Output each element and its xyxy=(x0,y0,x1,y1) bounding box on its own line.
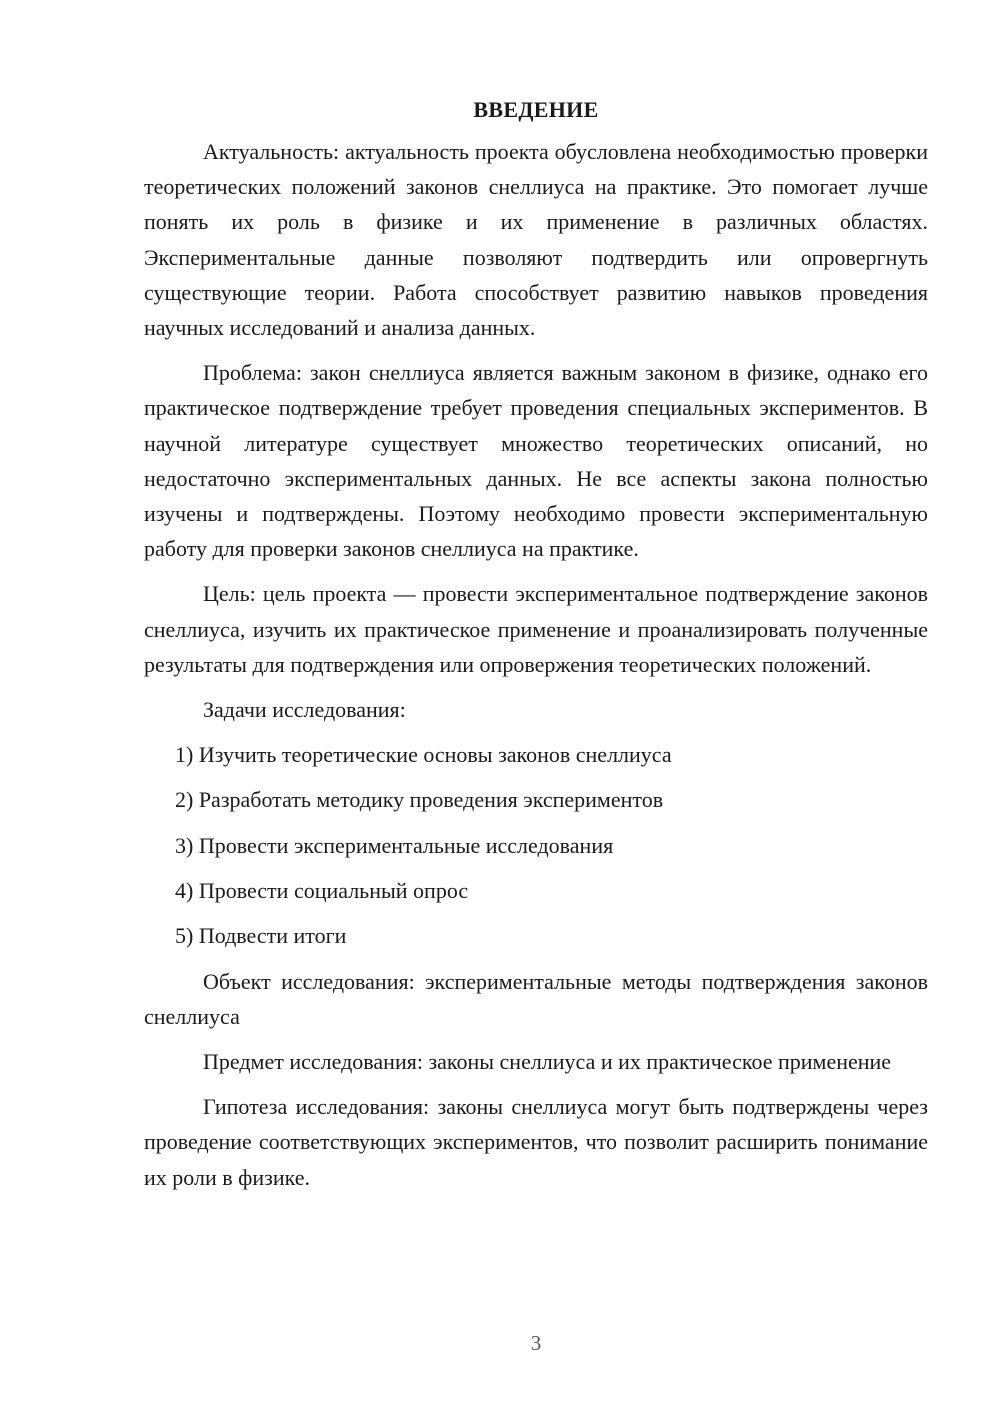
task-item-4: 4) Провести социальный опрос xyxy=(175,877,469,903)
task-item-5: 5) Подвести итоги xyxy=(175,923,347,949)
document-page xyxy=(144,92,928,1203)
tasks-heading: Задачи исследования: xyxy=(203,697,406,723)
task-item-2: 2) Разработать методику проведения экспериментов xyxy=(175,787,664,813)
problem-paragraph: Проблема: закон снеллиуса является важным законом в физике, однако его практическое подтверждение требует проведения специальных экспериментов. В научной литературе существует множество теоретических описаний, но недостаточно экспериментальных данных. Не все аспекты закона полностью изучены и подтверждены. Поэтому необходимо провести экспериментальную работу для проверки законов снеллиуса на практике. xyxy=(144,360,928,562)
task-list xyxy=(144,737,928,953)
research-object-paragraph: Объект исследования: экспериментальные методы подтверждения законов снеллиуса xyxy=(144,968,928,1029)
relevance-paragraph: Актуальность: актуальность проекта обусловлена необходимостью проверки теоретических положений законов снеллиуса на практике. Это помогает лучше понять их роль в физике и их применение в различных областях. Экспериментальные данные позволяют подтвердить или опровергнуть существующие теории. Работа способствует развитию навыков проведения научных исследований и анализа данных. xyxy=(144,139,928,341)
hypothesis-paragraph: Гипотеза исследования: законы снеллиуса могут быть подтверждены через проведение соответствующих экспериментов, что позволит расширить понимание их роли в физике. xyxy=(144,1094,928,1190)
page-number: 3 xyxy=(530,1331,542,1355)
task-item-1: 1) Изучить теоретические основы законов снеллиуса xyxy=(175,742,672,768)
goal-paragraph: Цель: цель проекта — провести экспериментальное подтверждение законов снеллиуса, изучить их практическое применение и проанализировать полученные результаты для подтверждения или опровержения теоретических положений. xyxy=(144,581,928,677)
task-item-3: 3) Провести экспериментальные исследования xyxy=(175,832,614,858)
page-title: ВВЕДЕНИЕ xyxy=(473,97,599,122)
research-subject-paragraph: Предмет исследования: законы снеллиуса и их практическое применение xyxy=(203,1048,892,1074)
